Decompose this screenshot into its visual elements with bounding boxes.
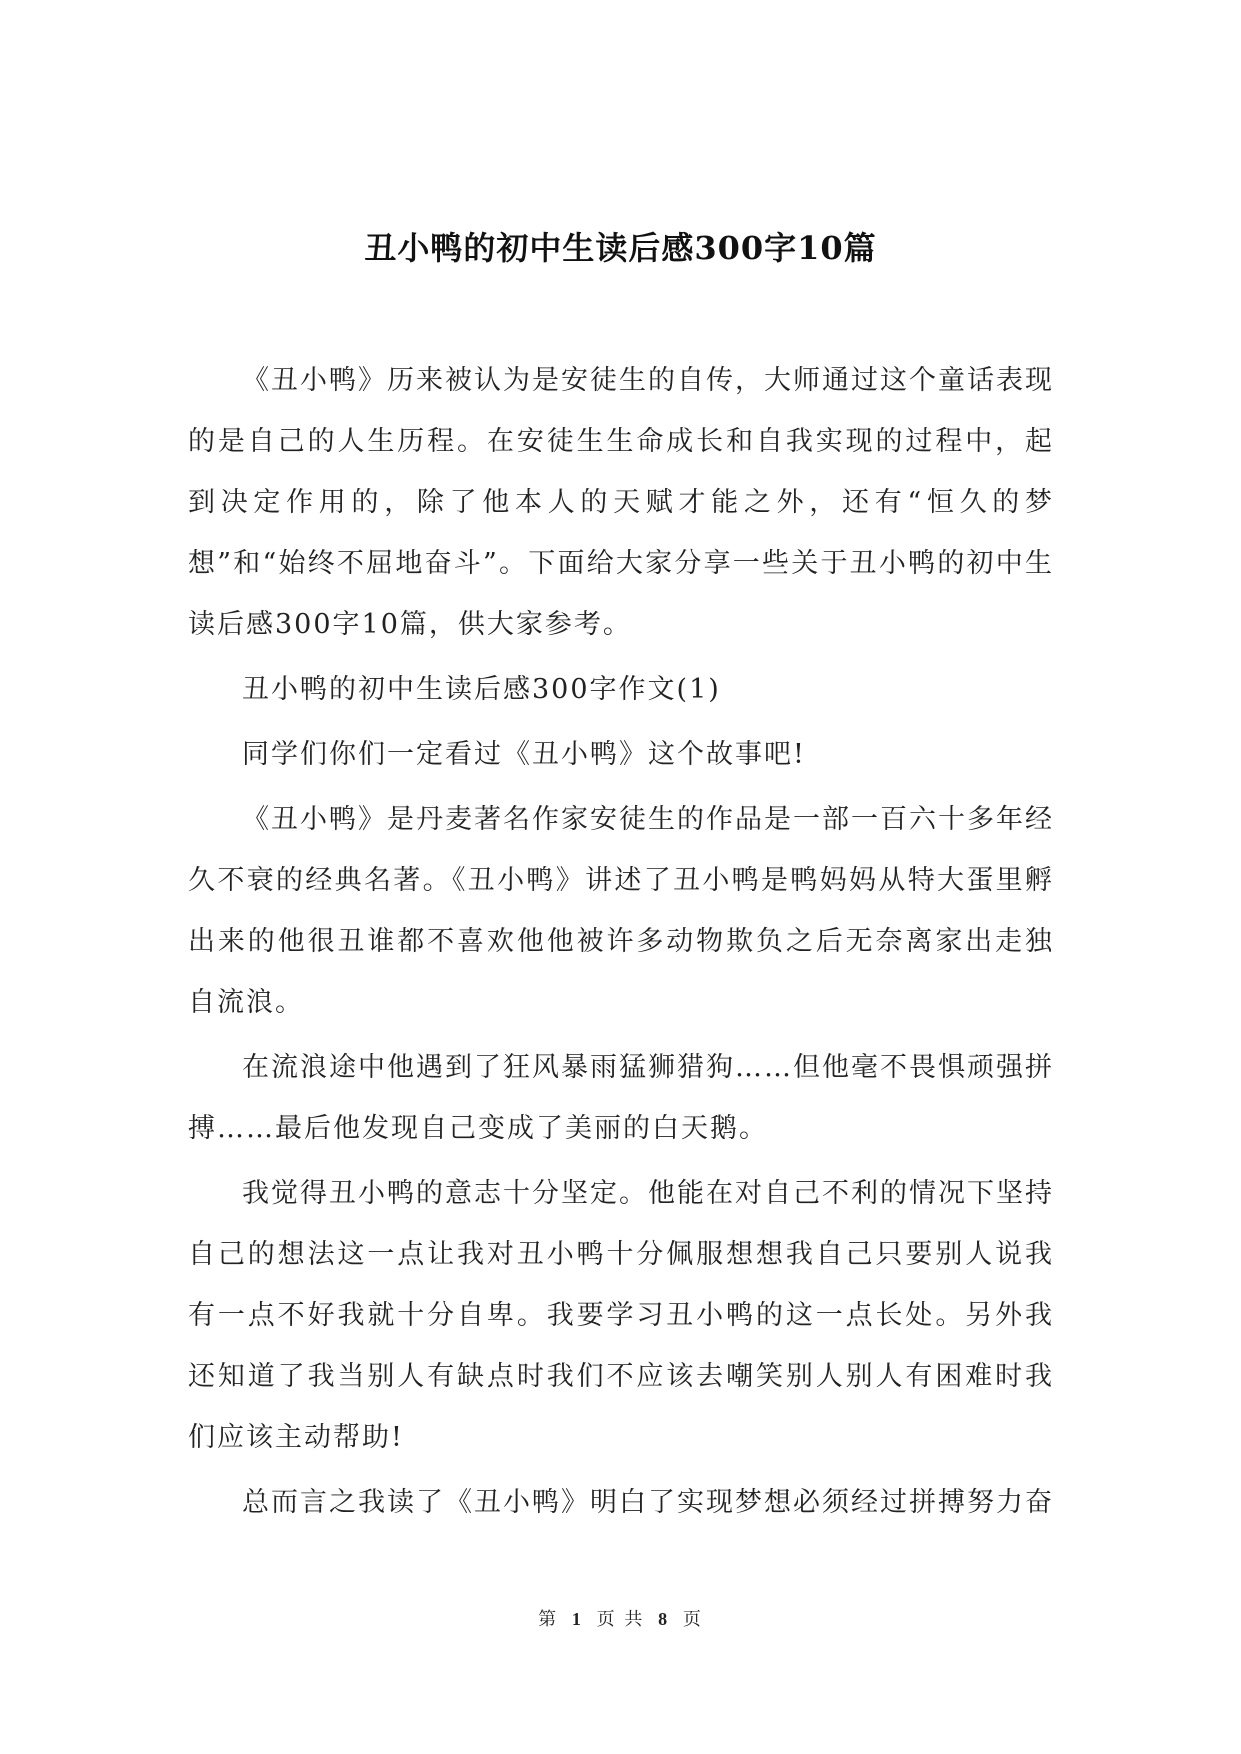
document-body — [188, 350, 1054, 1537]
paragraph-intro: 《丑小鸭》历来被认为是安徒生的自传，大师通过这个童话表现的是自己的人生历程。在安徒生生命成长和自我实现的过程中，起到决定作用的，除了他本人的天赋才能之外，还有“恒久的梦想”和“始终不屈地奋斗”。下面给大家分享一些关于丑小鸭的初中生读后感300字10篇，供大家参考。 — [188, 365, 1054, 640]
paragraph: 总而言之我读了《丑小鸭》明白了实现梦想必须经过拼搏努力奋 — [242, 1487, 1054, 1518]
page-footer — [0, 1605, 1241, 1631]
total-pages-number: 8 — [658, 1609, 670, 1629]
footer-prefix: 第 — [538, 1609, 559, 1630]
paragraph: 同学们你们一定看过《丑小鸭》这个故事吧! — [242, 739, 806, 770]
paragraph: 我觉得丑小鸭的意志十分坚定。他能在对自己不利的情况下坚持自己的想法这一点让我对丑小鸭十分佩服想想我自己只要别人说我有一点不好我就十分自卑。我要学习丑小鸭的这一点长处。另外我还知道了我当别人有缺点时我们不应该去嘲笑别人别人有困难时我们应该主动帮助! — [188, 1178, 1054, 1453]
page-title: 丑小鸭的初中生读后感300字10篇 — [364, 229, 877, 267]
footer-suffix: 页 — [682, 1609, 703, 1630]
current-page-number: 1 — [571, 1609, 583, 1629]
paragraph: 在流浪途中他遇到了狂风暴雨猛狮猎狗……但他毫不畏惧顽强拼搏……最后他发现自己变成了美丽的白天鹅。 — [188, 1052, 1054, 1144]
paragraph: 《丑小鸭》是丹麦著名作家安徒生的作品是一部一百六十多年经久不衰的经典名著。《丑小鸭》讲述了丑小鸭是鸭妈妈从特大蛋里孵出来的他很丑谁都不喜欢他他被许多动物欺负之后无奈离家出走独自流浪。 — [188, 804, 1054, 1018]
footer-middle: 页 共 — [596, 1609, 645, 1630]
section-heading: 丑小鸭的初中生读后感300字作文(1) — [242, 674, 721, 705]
